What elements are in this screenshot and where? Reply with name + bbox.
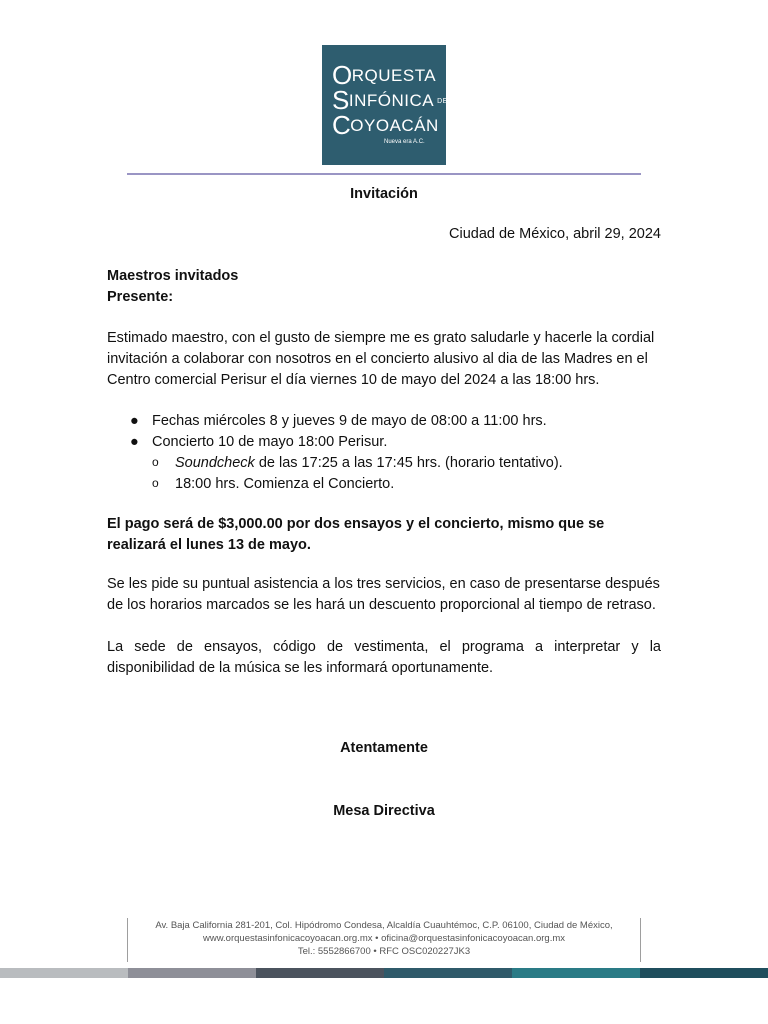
bullet-icon: ● xyxy=(130,413,139,429)
attendance-paragraph: Se les pide su puntual asistencia a los tres servicios, en caso de presentarse después de los horarios marcados se les hará un descuento proporcional al tiempo de retraso. xyxy=(107,576,660,613)
closing: Atentamente xyxy=(340,740,428,756)
payment-paragraph: El pago será de $3,000.00 por dos ensayos y el concierto, mismo que se realizará el lunes 13 de mayo. xyxy=(107,516,605,553)
logo-line-orquesta: ORQUESTA xyxy=(332,60,437,90)
intro-paragraph: Estimado maestro, con el gusto de siempre me es grato saludarle y hacerle la cordial invitación a colaborar con nosotros en el concierto alusivo al dia de las Madres en el Centro comercial Perisur el día viernes 10 de mayo del 2024 a las 18:00 hrs. xyxy=(107,330,655,388)
list-item xyxy=(130,411,563,432)
sub-bullet-text: 18:00 hrs. Comienza el Concierto. xyxy=(175,476,395,492)
footer-phone-rfc: Tel.: 5552866700 • RFC OSC020227JK3 xyxy=(297,946,471,957)
circle-bullet-icon: o xyxy=(152,455,159,469)
addressee-line-2: Presente: xyxy=(107,289,174,305)
header-divider xyxy=(127,173,641,175)
venue-paragraph: La sede de ensayos, código de vestimenta, el programa a interpretar y la disponibilidad de la música se les informará oportunamente. xyxy=(107,639,661,676)
footer-web-email: www.orquestasinfonicacoyoacan.org.mx • oficina@orquestasinfonicacoyoacan.org.mx xyxy=(202,933,566,944)
letter-dateline: Ciudad de México, abril 29, 2024 xyxy=(449,226,661,242)
addressee xyxy=(107,266,238,308)
bullet-text: Fechas miércoles 8 y jueves 9 de mayo de 08:00 a 11:00 hrs. xyxy=(152,413,547,429)
footer-color-bar-4 xyxy=(384,968,512,978)
logo-line-coyoacan: COYOACÁN xyxy=(332,110,439,140)
footer-color-bar-5 xyxy=(512,968,640,978)
footer-color-bar-1 xyxy=(0,968,128,978)
footer-color-bar-6 xyxy=(640,968,768,978)
sub-list-item xyxy=(130,453,563,474)
footer-color-bar-3 xyxy=(256,968,384,978)
sub-bullet-text: de las 17:25 a las 17:45 hrs. (horario tentativo). xyxy=(254,455,563,471)
schedule-list xyxy=(130,411,563,495)
addressee-line-1: Maestros invitados xyxy=(107,268,239,284)
footer xyxy=(0,919,768,958)
footer-address: Av. Baja California 281-201, Col. Hipódromo Condesa, Alcaldía Cuauhtémoc, C.P. 06100, Ciudad de México, xyxy=(155,920,613,931)
list-item xyxy=(130,432,563,453)
sub-list-item xyxy=(130,474,563,495)
letter-title: Invitación xyxy=(350,186,418,202)
circle-bullet-icon: o xyxy=(152,476,159,490)
bullet-icon: ● xyxy=(130,434,139,450)
logo-line-sinfonica: SINFÓNICA DE xyxy=(332,85,448,115)
bullet-text: Concierto 10 de mayo 18:00 Perisur. xyxy=(152,434,388,450)
footer-color-bar-2 xyxy=(128,968,256,978)
orchestra-logo xyxy=(322,45,446,165)
logo-tagline: Nueva era A.C. xyxy=(384,139,425,145)
signature: Mesa Directiva xyxy=(333,803,435,819)
soundcheck-label: Soundcheck xyxy=(175,455,255,471)
